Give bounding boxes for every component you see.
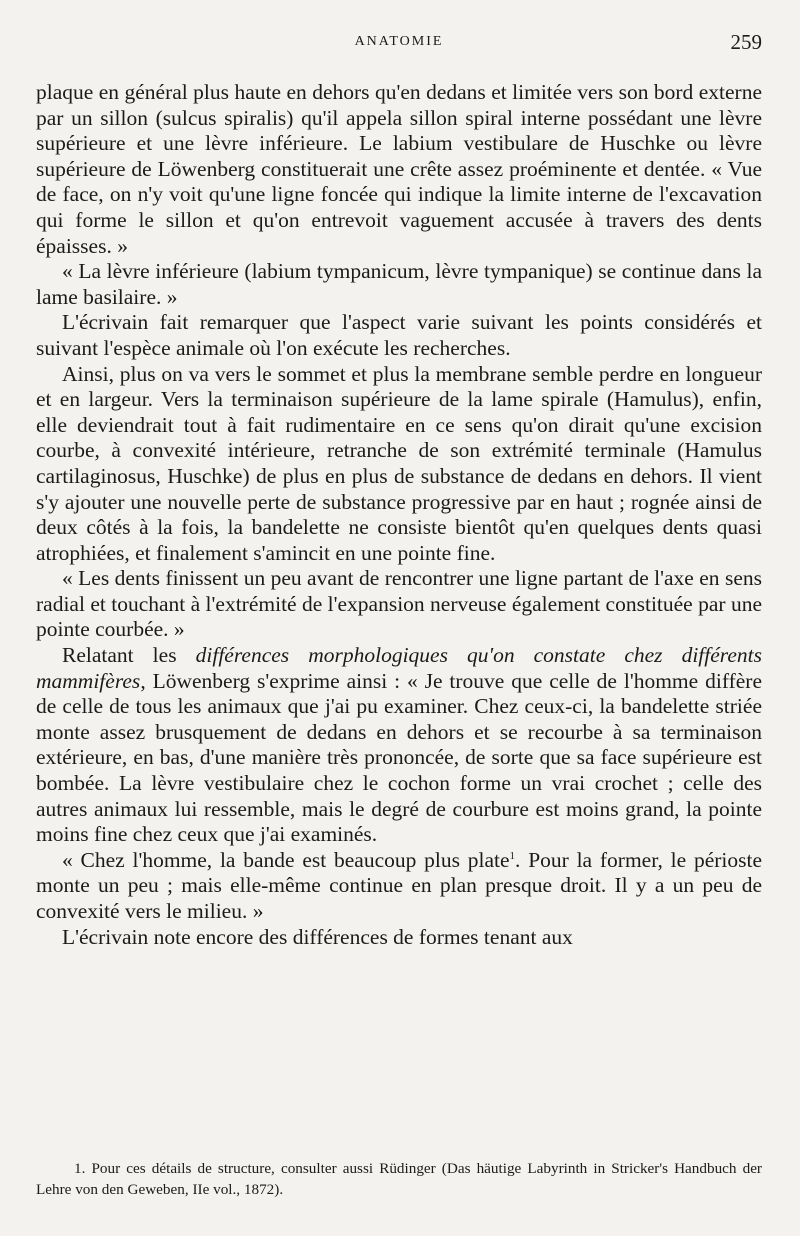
paragraph-text: . Pour la former, le périoste monte un peu ; mais elle-même continue en plan presque droit. Il y a un peu de convexité vers le milieu. »	[36, 847, 762, 923]
page-number: 259	[730, 30, 762, 54]
paragraph-text: « Chez l'homme, la bande est beaucoup plus plate	[62, 847, 510, 872]
page-header	[36, 30, 762, 60]
paragraph: L'écrivain fait remarquer que l'aspect varie suivant les points considérés et suivant l'espèce animale où l'on exécute les recherches.	[36, 310, 762, 360]
paragraph	[36, 643, 762, 848]
body-text	[36, 80, 762, 950]
paragraph-text: Relatant les	[62, 643, 196, 668]
running-head: ANATOMIE	[354, 34, 444, 49]
paragraph	[36, 848, 762, 925]
paragraph: plaque en général plus haute en dehors qu'en dedans et limitée vers son bord externe par un sillon (sulcus spiralis) qu'il appela sillon spiral interne possédant une lèvre supérieure et une lèvre inférieure. Le labium vestibulare de Huschke ou lèvre supérieure de Löwenberg constituerait une crête assez proéminente et dentée. « Vue de face, on n'y voit qu'une ligne foncée qui indique la limite interne de l'excavation qui forme le sillon et qu'on entrevoit vaguement accusée à travers des dents épaisses. »	[36, 80, 762, 258]
paragraph-text: , Löwenberg s'exprime ainsi : « Je trouve que celle de l'homme diffère de celle de tous les animaux que j'ai pu examiner. Chez ceux-ci, la bandelette striée monte assez brusquement de dedans en dehors et se recourbe à sa terminaison extérieure, en bas, d'une manière très prononcée, de sorte que sa face supérieure est bombée. La lèvre vestibulaire chez le cochon forme un vrai crochet ; celle des autres animaux lui ressemble, mais le degré de courbure est moins grand, la pointe moins fine chez ceux que j'ai examinés.	[36, 668, 762, 847]
footnote	[36, 1158, 762, 1200]
paragraph: « Les dents finissent un peu avant de rencontrer une ligne partant de l'axe en sens radial et touchant à l'extrémité de l'expansion nerveuse également constituée par une pointe courbée. »	[36, 566, 762, 642]
paragraph: « La lèvre inférieure (labium tympanicum, lèvre tympanique) se continue dans la lame basilaire. »	[36, 259, 762, 309]
footnote-reference[interactable]: 1	[509, 849, 516, 862]
italic-phrase: différences morphologiques qu'on constate chez différents mammifères	[36, 643, 762, 693]
footnote-text: 1. Pour ces détails de structure, consulter aussi Rüdinger (Das häutige Labyrinth in Stricker's Handbuch der Lehre von den Geweben, IIe vol., 1872).	[36, 1160, 762, 1198]
paragraph: L'écrivain note encore des différences de formes tenant aux	[62, 924, 573, 949]
paragraph: Ainsi, plus on va vers le sommet et plus la membrane semble perdre en longueur et en largeur. Vers la terminaison supérieure de la lame spirale (Hamulus), enfin, elle deviendrait tout à fait rudimentaire en ce sens qu'on dirait qu'une excision courbe, à convexité intérieure, retranche de son extrémité terminale (Hamulus cartilaginosus, Huschke) de plus en plus de substance de dedans en dehors. Il vient s'y ajouter une nouvelle perte de substance progressive par en haut ; rognée ainsi de deux côtés à la fois, la bandelette ne consiste bientôt qu'en quelques dents quasi atrophiées, et finalement s'amincit en une pointe fine.	[36, 361, 762, 565]
